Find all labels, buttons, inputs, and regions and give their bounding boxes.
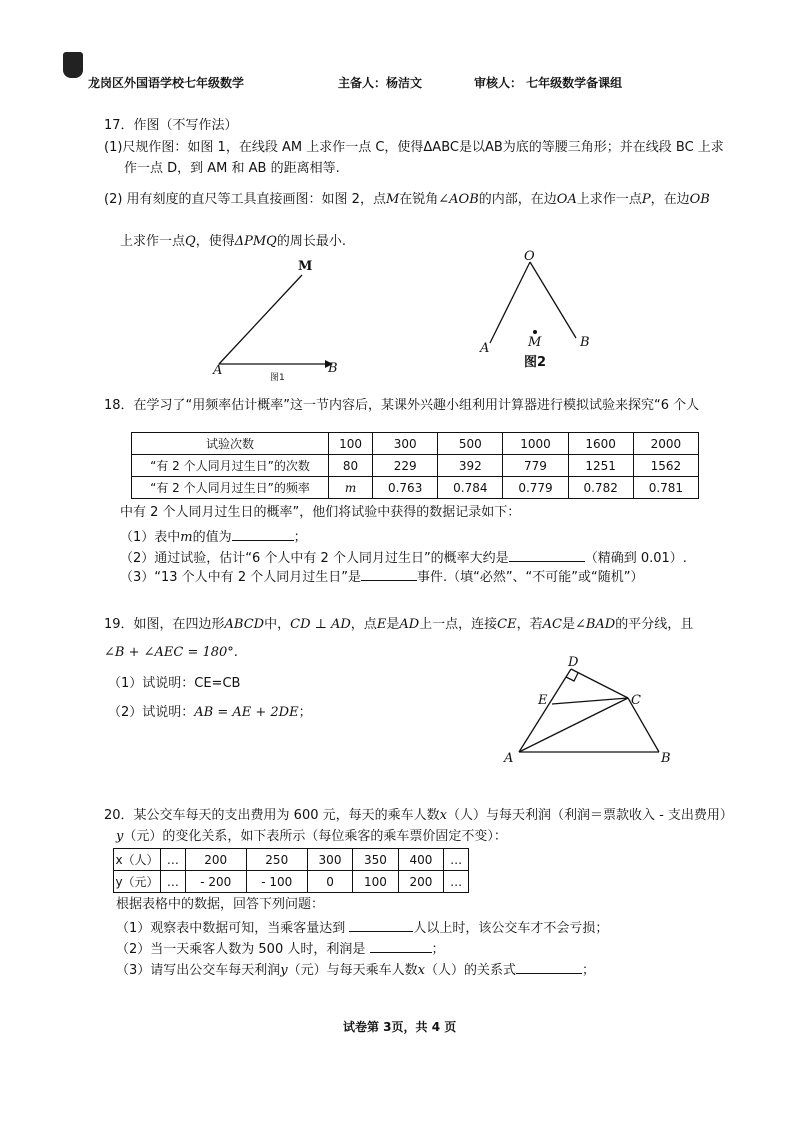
text: （3）“13 个人中有 2 个人同月过生日”是: [120, 570, 361, 585]
math: x: [417, 963, 425, 978]
math: ABCD: [224, 617, 265, 632]
answer-blank[interactable]: [370, 939, 432, 953]
q20-sub3: [116, 960, 595, 979]
math: y: [116, 829, 124, 844]
table-cell: 779: [503, 455, 568, 477]
q20-sub1: [116, 918, 608, 937]
table-cell: - 100: [246, 871, 307, 893]
table-cell: “有 2 个人同月过生日”的频率: [132, 477, 329, 499]
table-cell: x（人）: [114, 849, 161, 871]
q20-line2: [116, 829, 507, 845]
math: OB: [689, 192, 710, 207]
table-cell: “有 2 个人同月过生日”的次数: [132, 455, 329, 477]
text: 人以上时，该公交车才不会亏损；: [413, 921, 609, 936]
table-cell: 1600: [568, 433, 633, 455]
table-row: [132, 477, 699, 499]
q18-intro: 18．在学习了“用频率估计概率”这一节内容后，某课外兴趣小组利用计算器进行模拟试验来探究“6 个人: [104, 398, 700, 413]
text: 中，: [264, 617, 291, 632]
text: 19．如图，在四边形: [104, 617, 225, 632]
math: OA: [556, 192, 577, 207]
table-cell: 1251: [568, 455, 633, 477]
answer-blank[interactable]: [509, 548, 585, 562]
text: ，使得: [195, 234, 235, 249]
fig2-label-a: A: [480, 341, 490, 356]
table-cell: 400: [398, 849, 443, 871]
text: 上求作一点: [576, 192, 642, 207]
q18-sub2: [120, 548, 687, 567]
table-cell: 250: [246, 849, 307, 871]
text: 在锐角: [399, 192, 439, 207]
table-cell: 80: [329, 455, 373, 477]
math: AB = AE + 2DE: [194, 705, 299, 720]
table-cell: …: [444, 849, 469, 871]
text: （人）的关系式: [425, 963, 517, 978]
fig3-side-cd: [571, 669, 628, 698]
table-row: [132, 455, 699, 477]
text: ；: [298, 705, 312, 720]
fig2-ray-ob: [530, 262, 576, 338]
text: ，在边: [650, 192, 690, 207]
q20-table: [113, 848, 469, 893]
table-cell: 200: [185, 849, 246, 871]
text: （2）试说明：: [108, 705, 195, 720]
table-row: [114, 871, 469, 893]
header-preparer: 主备人：杨洁文: [338, 76, 423, 90]
text: 的内部，在边: [478, 192, 557, 207]
text: ；: [431, 942, 445, 957]
table-cell: y（元）: [114, 871, 161, 893]
text: （元）与每天乘车人数: [287, 963, 418, 978]
math: ∠BAD: [574, 617, 616, 632]
text: （2）当一天乘客人数为 500 人时，利润是: [116, 942, 366, 957]
table-cell: …: [161, 871, 186, 893]
text: 上求作一点: [120, 234, 186, 249]
text: （元）的变化关系，如下表所示（每位乘客的乘车票价固定不变）：: [123, 829, 507, 844]
text: （2）通过试验，估计“6 个人中有 2 个人同月过生日”的概率大约是: [120, 551, 509, 566]
fig1-segment-am: [219, 275, 302, 364]
page-footer: 试卷第 3页，共 4 页: [343, 1020, 457, 1034]
text: （3）请写出公交车每天利润: [116, 963, 281, 978]
table-cell: 0.781: [633, 477, 698, 499]
math: m: [180, 530, 193, 545]
fig2-label-o: O: [524, 249, 535, 264]
math: ΔPMQ: [234, 234, 277, 249]
fig2-label-m: M: [528, 335, 542, 350]
math: CD ⊥ AD: [290, 617, 351, 632]
text: 20．某公交车每天的支出费用为 600 元，每天的乘车人数: [104, 808, 440, 823]
fig3-label-c: C: [631, 693, 641, 708]
math: AD: [399, 617, 420, 632]
text: （精确到 0.01）.: [584, 551, 687, 566]
answer-blank[interactable]: [361, 567, 417, 581]
text: 的值为: [192, 530, 232, 545]
text: ，若: [516, 617, 543, 632]
table-cell: 0: [307, 871, 352, 893]
q19-line1: [104, 617, 693, 633]
fig2-label-b: B: [580, 335, 590, 350]
fig2-point-m: [533, 330, 537, 334]
fig1-caption: 图1: [270, 373, 285, 383]
text: (2) 用有刻度的直尺等工具直接画图：如图 2，点: [104, 192, 386, 207]
q19-sub1: （1）试说明：CE=CB: [108, 676, 241, 691]
fig3-label-b: B: [661, 751, 671, 766]
table-cell: 100: [353, 871, 398, 893]
fig1-label-m: M: [298, 259, 313, 274]
header-school: 龙岗区外国语学校七年级数学: [88, 76, 245, 90]
math: AC: [542, 617, 562, 632]
table-row: [114, 849, 469, 871]
fig3-label-d: D: [568, 655, 579, 670]
fig1-label-b: B: [328, 361, 338, 376]
table-cell: 350: [353, 849, 398, 871]
answer-blank[interactable]: [516, 960, 582, 974]
math: CE: [497, 617, 517, 632]
table-cell: 0.779: [503, 477, 568, 499]
table-cell: 500: [438, 433, 503, 455]
text: ；: [293, 530, 307, 545]
fig1-label-a: A: [213, 363, 223, 378]
text: 的周长最小.: [276, 234, 346, 249]
fig2-ray-oa: [490, 262, 530, 343]
q19-line2: ∠B + ∠AEC = 180°.: [104, 645, 238, 660]
answer-blank[interactable]: [349, 918, 413, 932]
q19-sub2: [108, 705, 312, 721]
q20-sub2: [116, 939, 445, 958]
table-cell: 0.782: [568, 477, 633, 499]
fig3-label-e: E: [538, 693, 548, 708]
math: x: [439, 808, 447, 823]
table-cell: 200: [398, 871, 443, 893]
q18-table: [131, 432, 699, 499]
table-cell: 300: [373, 433, 438, 455]
q18-continuation: 中有 2 个人同月过生日的概率”，他们将试验中获得的数据记录如下：: [120, 505, 521, 520]
text: 事件.（填“必然”、“不可能”或“随机”）: [416, 570, 644, 585]
text: 是: [561, 617, 575, 632]
table-row: [132, 433, 699, 455]
table-cell: 试验次数: [132, 433, 329, 455]
table-cell: 0.763: [373, 477, 438, 499]
math: E: [376, 617, 387, 632]
fig2-caption: 图2: [524, 355, 547, 370]
table-cell: 100: [329, 433, 373, 455]
math: Q: [185, 234, 196, 249]
table-cell: 2000: [633, 433, 698, 455]
table-cell: …: [161, 849, 186, 871]
table-cell: …: [444, 871, 469, 893]
table-cell: - 200: [185, 871, 246, 893]
text: （人）与每天利润（利润＝票款收入 - 支出费用）: [446, 808, 733, 823]
table-cell: 1000: [503, 433, 568, 455]
q18-sub3: [120, 567, 644, 586]
text: 是: [386, 617, 400, 632]
text: ；: [582, 963, 596, 978]
table-cell: 300: [307, 849, 352, 871]
text: 的平分线，且: [615, 617, 694, 632]
table-cell: 1562: [633, 455, 698, 477]
table-cell: 0.784: [438, 477, 503, 499]
table-cell: 392: [438, 455, 503, 477]
table-cell: m: [329, 477, 373, 499]
text: （1）观察表中数据可知，当乘客量达到: [116, 921, 346, 936]
q20-line1: [104, 808, 733, 824]
math: M: [385, 192, 400, 207]
q17-part1-line1: (1)尺规作图：如图 1，在线段 AM 上求作一点 C，使得ΔABC是以AB为底的等腰三角形；并在线段 BC 上求: [104, 140, 724, 155]
text: 上一点，连接: [419, 617, 498, 632]
math: P: [641, 192, 651, 207]
table-cell: 229: [373, 455, 438, 477]
q18-sub1: [120, 527, 307, 546]
math: y: [280, 963, 288, 978]
text: （1）表中: [120, 530, 181, 545]
text: ，点: [350, 617, 377, 632]
header-reviewer: 审核人： 七年级数学备课组: [474, 76, 623, 90]
q17-part1-line2: 作一点 D，到 AM 和 AB 的距离相等.: [124, 161, 340, 176]
answer-blank[interactable]: [232, 527, 294, 541]
q17-title: 17．作图（不写作法）: [104, 118, 238, 133]
fig3-label-a: A: [504, 751, 514, 766]
math: ∠AOB: [438, 192, 479, 207]
q20-line3: 根据表格中的数据，回答下列问题：: [116, 897, 325, 912]
